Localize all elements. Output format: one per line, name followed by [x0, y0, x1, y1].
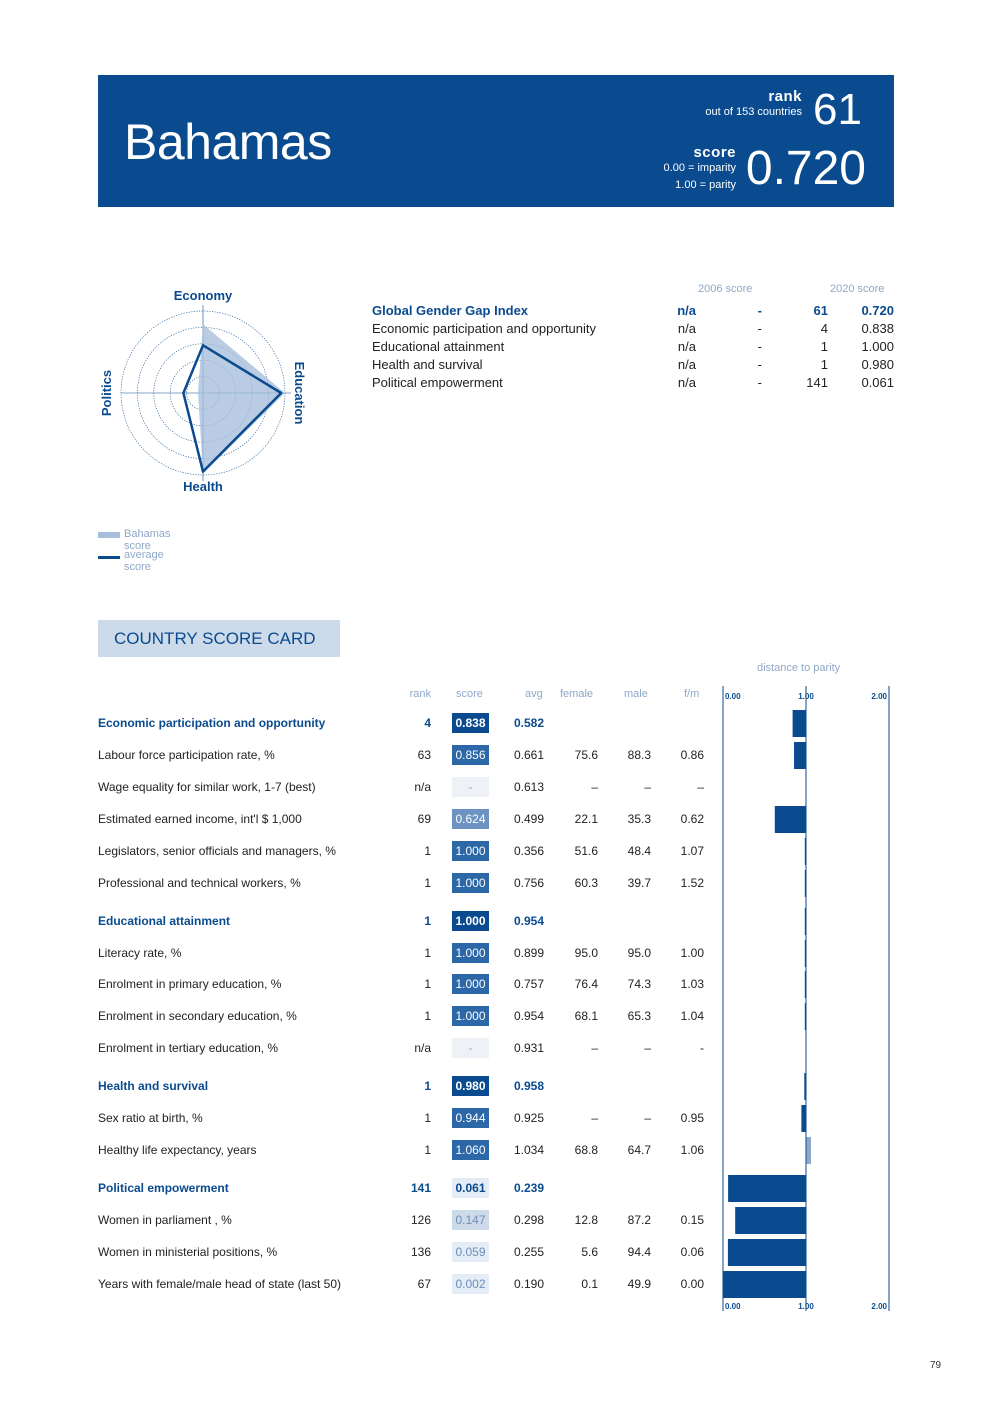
- indicator-female: 95.0: [574, 946, 598, 960]
- score-card-row: [98, 1038, 718, 1058]
- radar-label-education: Education: [292, 361, 307, 425]
- rank-label: rank: [768, 88, 802, 105]
- indicator-female: 22.1: [574, 812, 598, 826]
- score-card-title: COUNTRY SCORE CARD: [98, 620, 340, 657]
- summary-row-label: Health and survival: [372, 357, 483, 372]
- summary-header: [372, 283, 894, 303]
- indicator-male: 49.9: [627, 1277, 651, 1291]
- indicator-label: Years with female/male head of state (last 50): [98, 1277, 342, 1291]
- score-card-section-row: [98, 713, 718, 733]
- indicator-label: Health and survival: [98, 1079, 209, 1093]
- radar-label-economy: Economy: [173, 288, 233, 303]
- indicator-ratio: –: [697, 780, 704, 794]
- indicator-ratio: 0.95: [680, 1111, 704, 1125]
- score-card-column-headers: [98, 688, 718, 702]
- indicator-rank: 141: [410, 1181, 431, 1195]
- score-value: 0.720: [745, 142, 866, 195]
- indicator-female: –: [591, 1111, 598, 1125]
- summary-row-label: Political empowerment: [372, 375, 503, 390]
- indicator-ratio: 0.00: [680, 1277, 704, 1291]
- indicator-male: –: [644, 1111, 651, 1125]
- indicator-average: 0.756: [514, 876, 545, 890]
- indicator-female: 60.3: [574, 876, 598, 890]
- score-card-row: [98, 745, 718, 765]
- summary-rank-2020: 1: [820, 357, 828, 372]
- indicator-score-badge: 1.000: [452, 974, 489, 994]
- indicator-male: 87.2: [627, 1213, 651, 1227]
- score-card-row: [98, 841, 718, 861]
- summary-rank-2020: 1: [820, 339, 828, 354]
- score-imparity-note: 0.00 = imparity: [663, 162, 736, 174]
- indicator-score-badge: 1.000: [452, 943, 489, 963]
- summary-row: [372, 357, 894, 375]
- legend-country-text: Bahamas score: [124, 528, 171, 552]
- rank-subtitle: out of 153 countries: [705, 106, 802, 118]
- indicator-label: Labour force participation rate, %: [98, 748, 275, 762]
- radar-country-area: [198, 324, 285, 473]
- summary-rank-2006: n/a: [677, 339, 696, 354]
- axis-tick-bottom-2: 2.00: [871, 1302, 887, 1311]
- summary-row-label: Global Gender Gap Index: [372, 303, 529, 318]
- indicator-female: 51.6: [574, 844, 598, 858]
- indicator-average: 0.613: [514, 780, 545, 794]
- score-card-row: [98, 1006, 718, 1026]
- indicator-label: Literacy rate, %: [98, 946, 182, 960]
- score-card-row: [98, 777, 718, 797]
- summary-rank-2006: n/a: [677, 321, 696, 336]
- score-card-row: [98, 1108, 718, 1128]
- legend-country-swatch: [98, 532, 120, 538]
- indicator-score-badge: 0.838: [452, 713, 489, 733]
- indicator-male: 35.3: [627, 812, 651, 826]
- indicator-score-badge: 0.856: [452, 745, 489, 765]
- distance-to-parity-title: distance to parity: [757, 662, 841, 674]
- distance-bar: [775, 806, 806, 833]
- axis-tick-top-0: 0.00: [725, 692, 741, 701]
- summary-rank-2006: n/a: [677, 303, 696, 318]
- score-card-section-row: [98, 1076, 718, 1096]
- distance-bar: [806, 1137, 811, 1164]
- score-card-row: [98, 1210, 718, 1230]
- indicator-label: Enrolment in secondary education, %: [98, 1009, 297, 1023]
- indicator-average: 0.661: [514, 748, 545, 762]
- indicator-label: Estimated earned income, int'l $ 1,000: [98, 812, 302, 826]
- indicator-average: 0.499: [514, 812, 545, 826]
- indicator-score-badge: 0.147: [452, 1210, 489, 1230]
- indicator-male: 95.0: [627, 946, 651, 960]
- indicator-male: 64.7: [627, 1143, 651, 1157]
- col-head-avg: avg: [525, 688, 543, 700]
- indicator-label: Enrolment in tertiary education, %: [98, 1041, 279, 1055]
- summary-score-2006: -: [757, 303, 762, 318]
- summary-score-2020: 0.980: [861, 357, 894, 372]
- indicator-rank: 136: [410, 1245, 431, 1259]
- score-card-row: [98, 974, 718, 994]
- score-card-section-row: [98, 911, 718, 931]
- indicator-score-badge: 0.624: [452, 809, 489, 829]
- indicator-average: 0.239: [514, 1181, 545, 1195]
- summary-score-2020: 0.061: [861, 375, 894, 390]
- indicator-average: 0.255: [514, 1245, 545, 1259]
- indicator-male: –: [644, 780, 651, 794]
- summary-score-2020: 1.000: [861, 339, 894, 354]
- indicator-female: 12.8: [574, 1213, 598, 1227]
- indicator-female: 76.4: [574, 977, 598, 991]
- indicator-rank: 1: [424, 876, 431, 890]
- score-label: score: [693, 144, 736, 161]
- indicator-ratio: 0.06: [680, 1245, 704, 1259]
- distance-bar: [793, 710, 806, 737]
- indicator-average: 0.757: [514, 977, 545, 991]
- summary-rank-2006: n/a: [677, 357, 696, 372]
- indicator-rank: 1: [424, 1143, 431, 1157]
- indicator-score-badge: 0.980: [452, 1076, 489, 1096]
- score-parity-note: 1.00 = parity: [675, 179, 736, 191]
- radar-label-health: Health: [183, 479, 223, 494]
- indicator-rank: 4: [424, 716, 431, 730]
- summary-row-label: Economic participation and opportunity: [372, 321, 597, 336]
- indicator-average: 1.034: [514, 1143, 545, 1157]
- indicator-male: –: [644, 1041, 651, 1055]
- axis-tick-bottom-0: 0.00: [725, 1302, 741, 1311]
- indicator-rank: n/a: [414, 780, 431, 794]
- indicator-ratio: 1.52: [680, 876, 704, 890]
- indicator-average: 0.356: [514, 844, 545, 858]
- col-head-score: score: [456, 688, 483, 700]
- indicator-male: 65.3: [627, 1009, 651, 1023]
- distance-bar: [735, 1207, 806, 1234]
- indicator-label: Women in parliament , %: [98, 1213, 232, 1227]
- indicator-label: Sex ratio at birth, %: [98, 1111, 203, 1125]
- indicator-rank: 69: [417, 812, 431, 826]
- indicator-score-badge: 0.061: [452, 1178, 489, 1198]
- indicator-label: Economic participation and opportunity: [98, 716, 326, 730]
- page-number: 79: [930, 1360, 942, 1371]
- summary-rank-2020: 61: [813, 303, 828, 318]
- indicator-female: –: [591, 780, 598, 794]
- distance-bar: [728, 1175, 806, 1202]
- summary-score-2020: 0.720: [861, 303, 894, 318]
- indicator-score-badge: 1.000: [452, 873, 489, 893]
- indicator-female: 68.8: [574, 1143, 598, 1157]
- indicator-male: 74.3: [627, 977, 651, 991]
- indicator-average: 0.954: [514, 1009, 545, 1023]
- summary-row: [372, 303, 894, 321]
- summary-row: [372, 375, 894, 393]
- indicator-rank: 67: [417, 1277, 431, 1291]
- summary-row-label: Educational attainment: [372, 339, 505, 354]
- indicator-ratio: 1.07: [680, 844, 704, 858]
- indicator-ratio: 0.15: [680, 1213, 704, 1227]
- indicator-male: 94.4: [627, 1245, 651, 1259]
- indicator-ratio: 1.03: [680, 977, 704, 991]
- indicator-average: 0.298: [514, 1213, 545, 1227]
- distance-bar: [728, 1239, 806, 1266]
- indicator-score-badge: 0.059: [452, 1242, 489, 1262]
- indicator-ratio: 0.86: [680, 748, 704, 762]
- score-card-row: [98, 943, 718, 963]
- summary-table: [372, 283, 894, 393]
- indicator-ratio: -: [700, 1041, 704, 1055]
- indicator-label: Wage equality for similar work, 1-7 (best): [98, 780, 316, 794]
- summary-score-2006: -: [757, 321, 762, 336]
- indicator-ratio: 1.04: [680, 1009, 704, 1023]
- score-card-row: [98, 1242, 718, 1262]
- indicator-rank: 1: [424, 977, 431, 991]
- indicator-label: Legislators, senior officials and managers, %: [98, 844, 336, 858]
- indicator-score-badge: -: [452, 777, 489, 797]
- indicator-average: 0.925: [514, 1111, 545, 1125]
- indicator-label: Professional and technical workers, %: [98, 876, 301, 890]
- indicator-female: 0.1: [581, 1277, 598, 1291]
- indicator-ratio: 1.00: [680, 946, 704, 960]
- indicator-average: 0.190: [514, 1277, 545, 1291]
- indicator-average: 0.958: [514, 1079, 545, 1093]
- legend-average-swatch: [98, 556, 120, 559]
- summary-head-2006: 2006 score: [698, 283, 753, 295]
- indicator-rank: n/a: [414, 1041, 431, 1055]
- summary-head-2020: 2020 score: [830, 283, 885, 295]
- indicator-rank: 63: [417, 748, 431, 762]
- indicator-rank: 126: [410, 1213, 431, 1227]
- indicator-score-badge: 1.000: [452, 1006, 489, 1026]
- distance-bar: [723, 1271, 806, 1298]
- distance-to-parity-chart: [718, 686, 894, 1312]
- indicator-average: 0.582: [514, 716, 545, 730]
- indicator-label: Educational attainment: [98, 914, 231, 928]
- distance-bar: [801, 1105, 806, 1132]
- indicator-label: Political empowerment: [98, 1181, 229, 1195]
- distance-bar: [794, 742, 806, 769]
- indicator-label: Women in ministerial positions, %: [98, 1245, 278, 1259]
- indicator-rank: 1: [424, 1009, 431, 1023]
- summary-score-2006: -: [757, 357, 762, 372]
- indicator-ratio: 1.06: [680, 1143, 704, 1157]
- score-card-row: [98, 1140, 718, 1160]
- score-card-row: [98, 809, 718, 829]
- col-head-female: female: [560, 688, 594, 700]
- indicator-average: 0.931: [514, 1041, 545, 1055]
- indicator-male: 88.3: [627, 748, 651, 762]
- indicator-rank: 1: [424, 946, 431, 960]
- indicator-female: –: [591, 1041, 598, 1055]
- indicator-average: 0.899: [514, 946, 545, 960]
- score-card-row: [98, 1274, 718, 1294]
- indicator-male: 48.4: [627, 844, 651, 858]
- indicator-score-badge: 0.944: [452, 1108, 489, 1128]
- radar-label-politics: Politics: [99, 369, 114, 417]
- indicator-score-badge: 0.002: [452, 1274, 489, 1294]
- indicator-male: 39.7: [627, 876, 651, 890]
- axis-tick-top-1: 1.00: [798, 692, 814, 701]
- summary-rank-2006: n/a: [677, 375, 696, 390]
- summary-score-2006: -: [757, 339, 762, 354]
- legend-average-text: average score: [124, 549, 164, 573]
- axis-tick-bottom-1: 1.00: [798, 1302, 814, 1311]
- summary-rank-2020: 4: [820, 321, 828, 336]
- indicator-label: Enrolment in primary education, %: [98, 977, 282, 991]
- indicator-rank: 1: [424, 844, 431, 858]
- col-head-fm: f/m: [684, 688, 700, 700]
- country-name: Bahamas: [124, 114, 332, 170]
- indicator-female: 68.1: [574, 1009, 598, 1023]
- indicator-ratio: 0.62: [680, 812, 704, 826]
- summary-rank-2020: 141: [806, 375, 828, 390]
- radar-chart: [96, 283, 316, 498]
- score-card-row: [98, 873, 718, 893]
- indicator-label: Healthy life expectancy, years: [98, 1143, 257, 1157]
- indicator-female: 5.6: [581, 1245, 598, 1259]
- indicator-score-badge: 1.000: [452, 841, 489, 861]
- indicator-rank: 1: [424, 914, 431, 928]
- country-header: [98, 75, 894, 207]
- axis-tick-top-2: 2.00: [871, 692, 887, 701]
- summary-row: [372, 339, 894, 357]
- summary-row: [372, 321, 894, 339]
- indicator-score-badge: -: [452, 1038, 489, 1058]
- indicator-score-badge: 1.000: [452, 911, 489, 931]
- indicator-female: 75.6: [574, 748, 598, 762]
- score-card-section-row: [98, 1178, 718, 1198]
- indicator-rank: 1: [424, 1111, 431, 1125]
- indicator-average: 0.954: [514, 914, 545, 928]
- col-head-male: male: [624, 688, 648, 700]
- col-head-rank: rank: [409, 688, 431, 700]
- summary-score-2020: 0.838: [861, 321, 894, 336]
- indicator-score-badge: 1.060: [452, 1140, 489, 1160]
- indicator-rank: 1: [424, 1079, 431, 1093]
- rank-value: 61: [813, 85, 862, 134]
- summary-score-2006: -: [757, 375, 762, 390]
